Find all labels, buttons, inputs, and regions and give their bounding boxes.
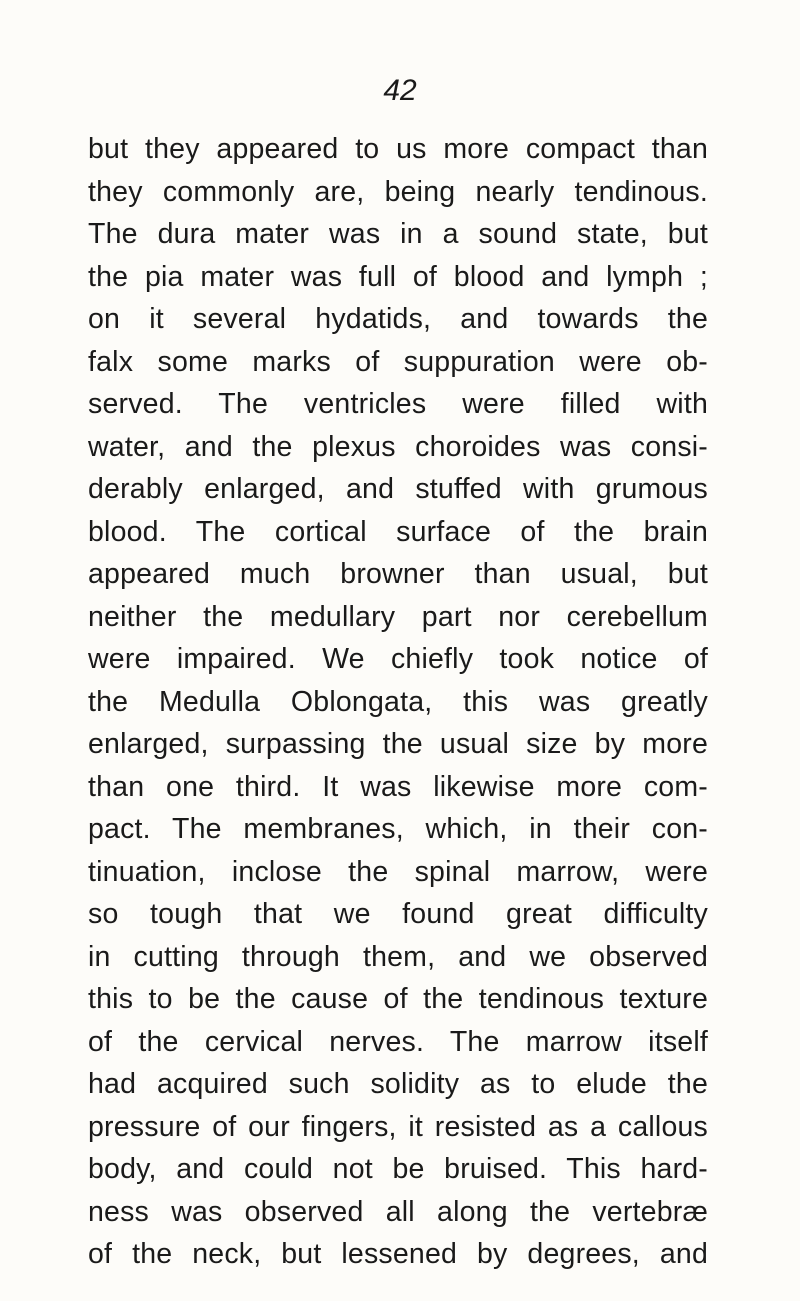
text-line: water, and the plexus choroides was consi- <box>88 430 708 463</box>
text-line: pressure of our fingers, it resisted as a callous <box>88 1110 708 1143</box>
body-text <box>88 128 708 1276</box>
text-line: derably enlarged, and stuffed with grumous <box>88 473 708 505</box>
text-line: pact. The membranes, which, in their con- <box>88 813 708 845</box>
text-line: falx some marks of suppuration were ob- <box>88 345 708 378</box>
text-line: appeared much browner than usual, but <box>88 558 708 590</box>
text-line: the pia mater was full of blood and lymph ; <box>88 260 708 293</box>
text-line: The dura mater was in a sound state, but <box>88 218 708 250</box>
text-line: in cutting through them, and we observed <box>88 940 708 973</box>
text-line: on it several hydatids, and towards the <box>88 303 708 335</box>
text-line: of the cervical nerves. The marrow itself <box>88 1025 708 1058</box>
text-line: tinuation, inclose the spinal marrow, were <box>88 855 708 888</box>
text-line: body, and could not be bruised. This hard- <box>88 1153 708 1185</box>
text-line: than one third. It was likewise more com- <box>88 770 708 803</box>
text-line: were impaired. We chiefly took notice of <box>88 643 708 675</box>
page-number: 42 <box>383 74 417 107</box>
text-line: had acquired such solidity as to elude the <box>88 1068 708 1100</box>
text-line: ness was observed all along the vertebræ <box>88 1195 708 1228</box>
text-line: neither the medullary part nor cerebellum <box>88 600 708 633</box>
text-line: so tough that we found great difficulty <box>88 898 708 930</box>
text-line: the Medulla Oblongata, this was greatly <box>88 685 708 718</box>
text-line: enlarged, surpassing the usual size by more <box>88 728 708 760</box>
text-line: this to be the cause of the tendinous texture <box>88 983 708 1015</box>
text-line: but they appeared to us more compact than <box>88 133 708 165</box>
text-line: served. The ventricles were filled with <box>88 388 708 420</box>
text-line: of the neck, but lessened by degrees, and <box>88 1238 708 1270</box>
text-line: blood. The cortical surface of the brain <box>88 515 708 548</box>
text-line: they commonly are, being nearly tendinous. <box>88 175 708 208</box>
